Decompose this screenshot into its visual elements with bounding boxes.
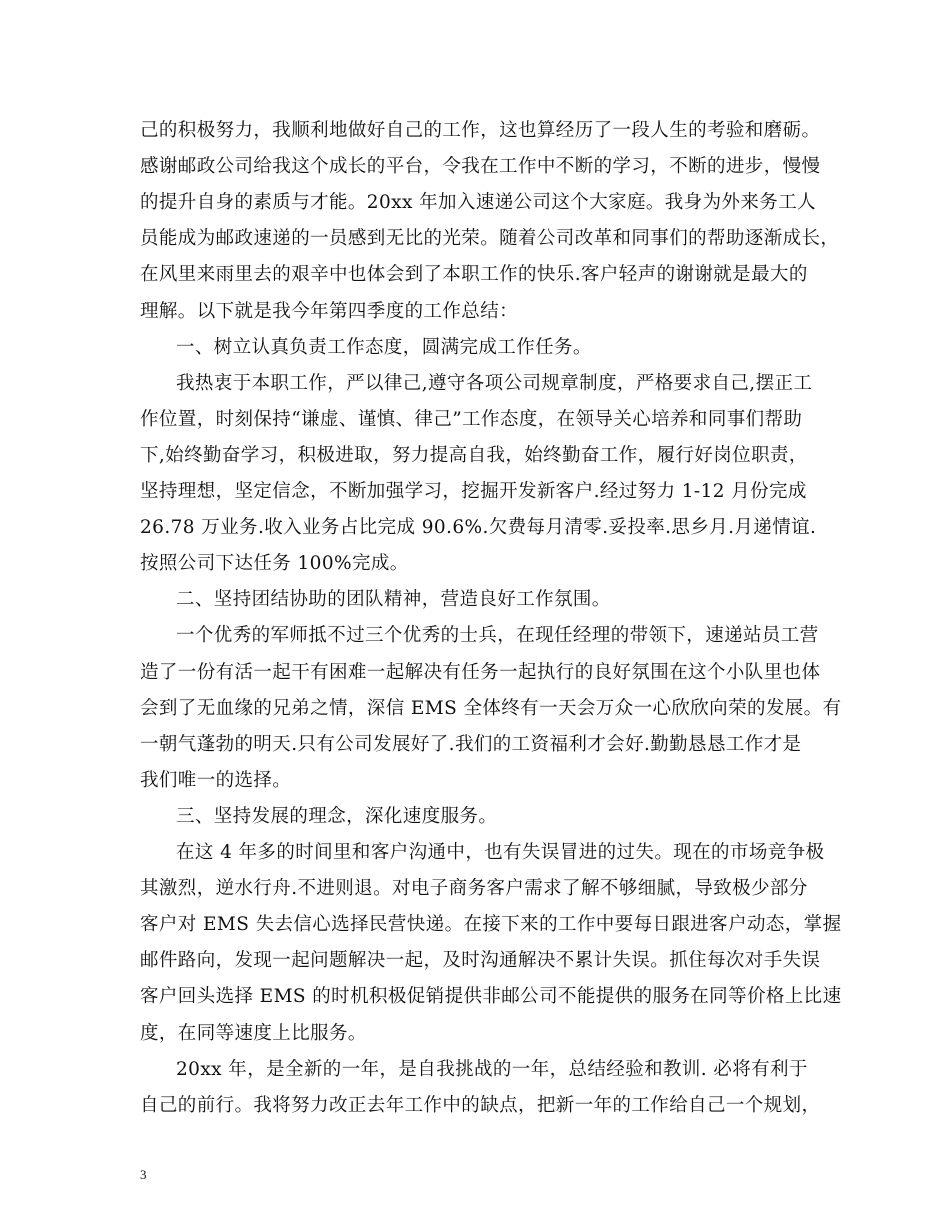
text-line: 三、坚持发展的理念，深化速度服务。 <box>176 805 498 827</box>
text-line: 在这 4 年多的时间里和客户沟通中，也有失误冒进的过失。现在的市场竞争极 <box>176 842 825 863</box>
text-line: 客户对 EMS 失去信心选择民营快递。在接下来的工作中要每日跟进客户动态，掌握 <box>140 914 842 936</box>
text-line: 作位置，时刻保持“谦虚、谨慎、律己”工作态度，在领导关心培养和同事们帮助 <box>140 408 803 430</box>
text-line: 理解。以下就是我今年第四季度的工作总结： <box>140 300 519 322</box>
text-line: 一个优秀的军师抵不过三个优秀的士兵，在现任经理的带领下，速递站员工营 <box>176 625 819 647</box>
text-line: 邮件路向，发现一起问题解决一起，及时沟通解决不累计失误。抓住每次对手失误 <box>140 950 821 972</box>
text-line: 客户回头选择 EMS 的时机积极促销提供非邮公司不能提供的服务在同等价格上比速 <box>140 986 842 1008</box>
text-line: 会到了无血缘的兄弟之情，深信 EMS 全体终有一天会万众一心欣欣向荣的发展。有 <box>140 697 842 719</box>
text-line: 下,始终勤奋学习，积极进取，努力提高自我，始终勤奋工作，履行好岗位职责， <box>140 444 808 466</box>
text-line: 坚持理想，坚定信念，不断加强学习，挖掘开发新客户.经过努力 1-12 月份完成 <box>140 481 807 502</box>
text-line: 二、坚持团结协助的团队精神，营造良好工作氛围。 <box>176 589 611 611</box>
text-line: 我热衷于本职工作，严以律己,遵守各项公司规章制度，严格要求自己,摆正工 <box>176 372 813 394</box>
page-number: 3 <box>140 1167 147 1182</box>
text-line: 26.78 万业务.收入业务占比完成 90.6%.欠费每月清零.妥投率.思乡月.月递情谊. <box>140 517 817 539</box>
text-line: 的提升自身的素质与才能。20xx 年加入速递公司这个大家庭。我身为外来务工人 <box>140 192 816 214</box>
text-line: 感谢邮政公司给我这个成长的平台，令我在工作中不断的学习，不断的进步，慢慢 <box>140 156 821 178</box>
text-line: 20xx 年，是全新的一年，是自我挑战的一年，总结经验和教训. 必将有利于 <box>176 1058 808 1080</box>
text-line: 造了一份有活一起干有困难一起解决有任务一起执行的良好氛围在这个小队里也体 <box>140 661 821 683</box>
text-line: 一、树立认真负责工作态度，圆满完成工作任务。 <box>176 336 592 358</box>
text-line: 在风里来雨里去的艰辛中也体会到了本职工作的快乐.客户轻声的谢谢就是最大的 <box>140 264 808 286</box>
text-line: 自己的前行。我将努力改正去年工作中的缺点，把新一年的工作给自己一个规划， <box>140 1094 821 1116</box>
text-line: 己的积极努力，我顺利地做好自己的工作，这也算经历了一段人生的考验和磨砺。 <box>140 120 821 141</box>
text-line: 员能成为邮政速递的一员感到无比的光荣。随着公司改革和同事们的帮助逐渐成长， <box>140 228 840 250</box>
text-line: 一朝气蓬勃的明天.只有公司发展好了.我们的工资福利才会好.勤勤恳恳工作才是 <box>140 733 802 755</box>
text-line: 我们唯一的选择。 <box>140 769 292 791</box>
text-line: 其激烈，逆水行舟.不进则退。对电子商务客户需求了解不够细腻，导致极少部分 <box>140 878 808 900</box>
text-line: 按照公司下达任务 100%完成。 <box>140 553 409 575</box>
text-line: 度，在同等速度上比服务。 <box>140 1022 367 1044</box>
